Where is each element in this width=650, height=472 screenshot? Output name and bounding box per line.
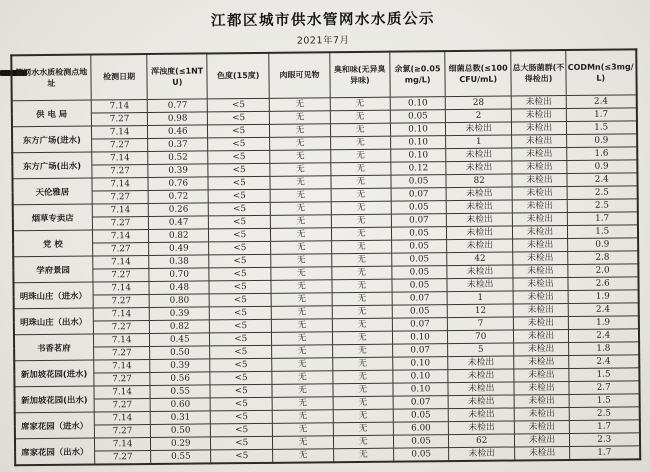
cell-codmn: 2.5 — [569, 407, 639, 421]
location-cell: 书香茗府 — [13, 334, 93, 361]
cell-total-coliform: 未检出 — [514, 420, 569, 434]
cell-codmn: 1.7 — [566, 108, 636, 122]
cell-turbidity: 0.72 — [148, 190, 208, 204]
header-total-coliform: 总大肠菌群(不得检出) — [511, 50, 566, 96]
cell-turbidity: 0.98 — [148, 112, 208, 126]
cell-residual-chlorine: 0.05 — [392, 266, 448, 280]
cell-residual-chlorine: 0.07 — [391, 188, 447, 202]
cell-odor-taste: 无 — [332, 318, 392, 332]
cell-residual-chlorine: 0.05 — [391, 240, 447, 254]
cell-odor-taste: 无 — [333, 370, 393, 384]
cell-date: 7.27 — [92, 191, 148, 205]
cell-chroma: <5 — [211, 449, 273, 463]
cell-odor-taste: 无 — [331, 188, 391, 202]
cell-date: 7.27 — [91, 113, 147, 127]
cell-turbidity: 0.45 — [150, 333, 210, 347]
cell-date: 7.14 — [93, 256, 149, 270]
location-cell: 席家花园（进水） — [14, 412, 94, 439]
cell-chroma: <5 — [210, 371, 272, 385]
cell-visible-matter: 无 — [272, 358, 333, 372]
cell-total-coliform: 未检出 — [512, 147, 567, 161]
cell-codmn: 2.4 — [568, 329, 638, 343]
cell-turbidity: 0.60 — [150, 398, 210, 412]
cell-chroma: <5 — [208, 124, 270, 138]
cell-bacteria-count: 未检出 — [446, 161, 512, 175]
cell-codmn: 2.4 — [568, 303, 638, 317]
cell-visible-matter: 无 — [271, 241, 332, 255]
cell-visible-matter: 无 — [269, 98, 330, 112]
cell-codmn: 1.5 — [569, 394, 639, 408]
location-cell: 新加坡花园(出水) — [14, 386, 94, 413]
cell-bacteria-count: 未检出 — [446, 122, 512, 136]
cell-turbidity: 0.55 — [150, 385, 210, 399]
cell-bacteria-count: 未检出 — [448, 369, 514, 383]
cell-visible-matter: 无 — [270, 189, 331, 203]
cell-residual-chlorine: 0.10 — [392, 357, 448, 371]
cell-visible-matter: 无 — [270, 215, 331, 229]
table-header-row — [11, 49, 636, 100]
cell-visible-matter: 无 — [272, 410, 333, 424]
cell-date: 7.14 — [93, 308, 149, 322]
cell-total-coliform: 未检出 — [511, 121, 566, 135]
cell-turbidity: 0.39 — [148, 164, 208, 178]
location-cell: 烟草专卖店 — [12, 204, 92, 231]
cell-chroma: <5 — [209, 280, 271, 294]
cell-bacteria-count: 62 — [449, 434, 515, 448]
cell-odor-taste: 无 — [331, 227, 391, 241]
cell-codmn: 2.6 — [568, 277, 638, 291]
cell-codmn: 2.4 — [566, 95, 636, 109]
cell-date: 7.14 — [94, 437, 150, 451]
cell-turbidity: 0.77 — [147, 99, 207, 113]
cell-total-coliform: 未检出 — [513, 290, 568, 304]
cell-visible-matter: 无 — [270, 150, 331, 164]
cell-odor-taste: 无 — [333, 383, 393, 397]
cell-chroma: <5 — [210, 397, 272, 411]
cell-bacteria-count: 未检出 — [448, 395, 514, 409]
cell-chroma: <5 — [210, 410, 272, 424]
cell-date: 7.27 — [94, 372, 150, 386]
cell-date: 7.27 — [94, 346, 150, 360]
cell-codmn: 2.7 — [569, 381, 639, 395]
cell-turbidity: 0.31 — [150, 411, 210, 425]
header-codmn: CODMn(≤3mg/L) — [566, 49, 636, 95]
cell-bacteria-count: 2 — [446, 109, 512, 123]
cell-bacteria-count: 未检出 — [449, 408, 515, 422]
report-month: 2021年7月 — [296, 35, 350, 47]
cell-residual-chlorine: 0.05 — [393, 409, 449, 423]
cell-visible-matter: 无 — [271, 306, 332, 320]
cell-date: 7.27 — [93, 320, 149, 334]
cell-turbidity: 0.55 — [151, 450, 211, 464]
cell-bacteria-count: 42 — [447, 252, 513, 266]
cell-total-coliform: 未检出 — [513, 329, 568, 343]
cell-residual-chlorine: 0.10 — [390, 97, 446, 111]
cell-total-coliform: 未检出 — [512, 134, 567, 148]
cell-chroma: <5 — [209, 228, 271, 242]
cell-codmn: 2.5 — [567, 186, 637, 200]
cell-bacteria-count: 未检出 — [449, 447, 515, 461]
cell-bacteria-count: 12 — [448, 304, 514, 318]
cell-chroma: <5 — [208, 111, 270, 125]
cell-turbidity: 0.37 — [148, 138, 208, 152]
cell-codmn: 1.7 — [570, 446, 640, 460]
cell-chroma: <5 — [211, 423, 273, 437]
cell-date: 7.27 — [92, 165, 148, 179]
header-visible-matter: 肉眼可见物 — [269, 52, 330, 98]
cell-date: 7.14 — [91, 100, 147, 114]
cell-chroma: <5 — [210, 384, 272, 398]
cell-visible-matter: 无 — [269, 111, 330, 125]
cell-visible-matter: 无 — [271, 254, 332, 268]
cell-turbidity: 0.80 — [149, 294, 209, 308]
cell-residual-chlorine: 0.05 — [391, 253, 447, 267]
cell-date: 7.27 — [92, 139, 148, 153]
cell-residual-chlorine: 0.07 — [392, 344, 448, 358]
cell-residual-chlorine: 0.10 — [393, 370, 449, 384]
cell-turbidity: 0.49 — [149, 242, 209, 256]
cell-date: 7.27 — [94, 398, 150, 412]
cell-codmn: 1.5 — [566, 121, 636, 135]
location-cell: 党 校 — [12, 230, 92, 257]
cell-chroma: <5 — [208, 189, 270, 203]
cell-visible-matter: 无 — [270, 202, 331, 216]
cell-date: 7.14 — [92, 204, 148, 218]
cell-date: 7.27 — [92, 217, 148, 231]
cell-odor-taste: 无 — [330, 110, 390, 124]
cell-odor-taste: 无 — [333, 448, 393, 462]
cell-total-coliform: 未检出 — [514, 381, 569, 395]
location-cell: 席家花园（出水） — [14, 438, 94, 465]
cell-chroma: <5 — [209, 254, 271, 268]
water-quality-table — [10, 48, 641, 466]
cell-date: 7.27 — [95, 450, 151, 464]
cell-total-coliform: 未检出 — [514, 355, 569, 369]
cell-odor-taste: 无 — [330, 97, 390, 111]
cell-bacteria-count: 未检出 — [446, 148, 512, 162]
cell-total-coliform: 未检出 — [514, 433, 569, 447]
cell-turbidity: 0.39 — [149, 307, 209, 321]
location-cell: 明珠山庄（进水） — [13, 282, 93, 309]
header-odor-taste: 臭和味(无异臭异味) — [330, 52, 390, 98]
cell-chroma: <5 — [210, 358, 272, 372]
cell-codmn: 0.9 — [567, 160, 637, 174]
cell-chroma: <5 — [209, 241, 271, 255]
cell-odor-taste: 无 — [332, 357, 392, 371]
cell-total-coliform: 未检出 — [513, 264, 568, 278]
cell-turbidity: 0.76 — [148, 177, 208, 191]
cell-odor-taste: 无 — [331, 175, 391, 189]
cell-visible-matter: 无 — [270, 163, 331, 177]
cell-codmn: 2.3 — [569, 433, 639, 447]
cell-codmn: 1.5 — [569, 368, 639, 382]
cell-total-coliform: 未检出 — [512, 173, 567, 187]
cell-visible-matter: 无 — [272, 371, 333, 385]
cell-date: 7.14 — [94, 385, 150, 399]
table-body — [11, 95, 639, 465]
cell-chroma: <5 — [209, 293, 271, 307]
cell-total-coliform: 未检出 — [514, 394, 569, 408]
cell-bacteria-count: 7 — [448, 317, 514, 331]
cell-odor-taste: 无 — [331, 162, 391, 176]
cell-total-coliform: 未检出 — [515, 446, 570, 460]
header-turbidity: 浑浊度(≤1NTU) — [147, 53, 207, 99]
cell-turbidity: 0.50 — [150, 346, 210, 360]
cell-residual-chlorine: 0.07 — [392, 292, 448, 306]
cell-turbidity: 0.47 — [149, 216, 209, 230]
cell-chroma: <5 — [208, 202, 270, 216]
cell-bacteria-count: 未检出 — [447, 278, 513, 292]
cell-turbidity: 0.46 — [148, 125, 208, 139]
cell-residual-chlorine: 0.10 — [390, 149, 446, 163]
cell-date: 7.14 — [92, 152, 148, 166]
cell-total-coliform: 未检出 — [512, 199, 567, 213]
cell-date: 7.14 — [94, 359, 150, 373]
cell-residual-chlorine: 0.10 — [390, 123, 446, 137]
cell-residual-chlorine: 0.10 — [392, 331, 448, 345]
location-cell: 明珠山庄（出水） — [13, 308, 93, 335]
cell-date: 7.14 — [93, 333, 149, 347]
cell-bacteria-count: 未检出 — [446, 187, 512, 201]
cell-visible-matter: 无 — [272, 423, 333, 437]
cell-bacteria-count: 28 — [446, 96, 512, 110]
cell-odor-taste: 无 — [333, 422, 393, 436]
cell-date: 7.27 — [93, 243, 149, 257]
cell-visible-matter: 无 — [272, 345, 333, 359]
location-cell: 学府景园 — [13, 256, 93, 283]
cell-codmn: 0.9 — [567, 134, 637, 148]
cell-visible-matter: 无 — [272, 332, 333, 346]
cell-chroma: <5 — [208, 176, 270, 190]
cell-odor-taste: 无 — [333, 396, 393, 410]
cell-residual-chlorine: 0.05 — [392, 279, 448, 293]
cell-total-coliform: 未检出 — [514, 368, 569, 382]
cell-total-coliform: 未检出 — [513, 316, 568, 330]
location-cell: 天伦雅居 — [12, 178, 92, 205]
cell-chroma: <5 — [208, 150, 270, 164]
cell-residual-chlorine: 0.12 — [391, 162, 447, 176]
cell-turbidity: 0.50 — [151, 424, 211, 438]
cell-chroma: <5 — [209, 306, 271, 320]
cell-turbidity: 0.82 — [150, 320, 210, 334]
cell-codmn: 1.9 — [568, 290, 638, 304]
cell-residual-chlorine: 0.05 — [390, 110, 446, 124]
cell-odor-taste: 无 — [330, 149, 390, 163]
cell-residual-chlorine: 0.05 — [392, 305, 448, 319]
header-bacteria-count: 细菌总数(≤100CFU/mL) — [445, 51, 511, 97]
cell-total-coliform: 未检出 — [513, 303, 568, 317]
cell-bacteria-count: 未检出 — [448, 356, 514, 370]
cell-odor-taste: 无 — [332, 266, 392, 280]
cell-visible-matter: 无 — [270, 137, 331, 151]
cell-total-coliform: 未检出 — [513, 251, 568, 265]
cell-total-coliform: 未检出 — [511, 95, 566, 109]
cell-residual-chlorine: 0.05 — [393, 448, 449, 462]
cell-chroma: <5 — [208, 163, 270, 177]
cell-chroma: <5 — [210, 332, 272, 346]
cell-codmn: 1.7 — [569, 420, 639, 434]
cell-total-coliform: 未检出 — [514, 342, 569, 356]
cell-total-coliform: 未检出 — [511, 108, 566, 122]
cell-turbidity: 0.38 — [149, 255, 209, 269]
cell-chroma: <5 — [209, 267, 271, 281]
cell-turbidity: 0.70 — [149, 268, 209, 282]
cell-chroma: <5 — [210, 345, 272, 359]
cell-chroma: <5 — [209, 215, 271, 229]
cell-chroma: <5 — [207, 98, 269, 112]
cell-chroma: <5 — [211, 436, 273, 450]
cell-visible-matter: 无 — [271, 319, 332, 333]
cell-visible-matter: 无 — [271, 293, 332, 307]
cell-odor-taste: 无 — [332, 344, 392, 358]
cell-bacteria-count: 1 — [446, 135, 512, 149]
cell-codmn: 1.9 — [568, 316, 638, 330]
cell-residual-chlorine: 0.05 — [393, 435, 449, 449]
cell-bacteria-count: 未检出 — [447, 239, 513, 253]
cell-visible-matter: 无 — [273, 436, 334, 450]
cell-total-coliform: 未检出 — [512, 225, 567, 239]
location-cell: 供 电 局 — [11, 100, 91, 127]
location-cell: 东方广场(出水) — [12, 152, 92, 179]
cell-odor-taste: 无 — [333, 435, 393, 449]
cell-turbidity: 0.82 — [149, 229, 209, 243]
cell-bacteria-count: 70 — [448, 330, 514, 344]
cell-bacteria-count: 未检出 — [449, 421, 515, 435]
cell-visible-matter: 无 — [271, 267, 332, 281]
header-date: 检测日期 — [91, 54, 148, 100]
cell-residual-chlorine: 0.05 — [391, 201, 447, 215]
cell-date: 7.27 — [94, 424, 150, 438]
cell-visible-matter: 无 — [272, 397, 333, 411]
cell-codmn: 0.9 — [568, 238, 638, 252]
cell-bacteria-count: 未检出 — [447, 200, 513, 214]
page-title: 江都区城市供水管网水水质公示 — [210, 11, 436, 30]
cell-visible-matter: 无 — [271, 228, 332, 242]
cell-total-coliform: 未检出 — [513, 238, 568, 252]
cell-odor-taste: 无 — [331, 201, 391, 215]
cell-residual-chlorine: 0.10 — [393, 383, 449, 397]
cell-turbidity: 0.26 — [148, 203, 208, 217]
location-cell: 东方广场(进水) — [11, 126, 91, 153]
cell-codmn: 2.5 — [567, 199, 637, 213]
header-residual-chlorine: 余氯(≥0.05mg/L) — [390, 51, 446, 97]
cell-odor-taste: 无 — [332, 292, 392, 306]
cell-residual-chlorine: 0.07 — [391, 214, 447, 228]
cell-visible-matter: 无 — [271, 280, 332, 294]
cell-bacteria-count: 未检出 — [447, 265, 513, 279]
cell-odor-taste: 无 — [331, 253, 391, 267]
cell-codmn: 2.8 — [568, 251, 638, 265]
cell-odor-taste: 无 — [332, 305, 392, 319]
cell-turbidity: 0.48 — [149, 281, 209, 295]
cell-date: 7.14 — [92, 230, 148, 244]
cell-date: 7.27 — [93, 295, 149, 309]
cell-date: 7.14 — [91, 126, 147, 140]
cell-residual-chlorine: 0.10 — [390, 136, 446, 150]
cell-odor-taste: 无 — [332, 331, 392, 345]
header-location: 管网水水质检测点地址 — [11, 55, 91, 101]
cell-codmn: 1.6 — [567, 147, 637, 161]
cell-odor-taste: 无 — [330, 136, 390, 150]
header-chroma: 色度(15度) — [207, 53, 269, 99]
cell-total-coliform: 未检出 — [513, 277, 568, 291]
cell-turbidity: 0.56 — [150, 372, 210, 386]
cell-total-coliform: 未检出 — [514, 407, 569, 421]
cell-codmn: 2.4 — [567, 173, 637, 187]
cell-odor-taste: 无 — [331, 214, 391, 228]
cell-total-coliform: 未检出 — [512, 212, 567, 226]
cell-codmn: 1.7 — [567, 212, 637, 226]
location-cell: 新加坡花园(进水) — [14, 360, 94, 387]
cell-date: 7.27 — [93, 269, 149, 283]
cell-visible-matter: 无 — [273, 449, 334, 463]
cell-visible-matter: 无 — [270, 176, 331, 190]
cell-codmn: 1.8 — [569, 342, 639, 356]
cell-residual-chlorine: 0.07 — [393, 396, 449, 410]
cell-visible-matter: 无 — [270, 124, 331, 138]
cell-chroma: <5 — [208, 137, 270, 151]
cell-total-coliform: 未检出 — [512, 160, 567, 174]
cell-date: 7.14 — [94, 411, 150, 425]
cell-date: 7.14 — [93, 282, 149, 296]
cell-odor-taste: 无 — [332, 279, 392, 293]
cell-total-coliform: 未检出 — [512, 186, 567, 200]
cell-residual-chlorine: 0.05 — [391, 227, 447, 241]
cell-codmn: 2.4 — [569, 355, 639, 369]
cell-bacteria-count: 未检出 — [448, 382, 514, 396]
cell-residual-chlorine: 0.05 — [391, 175, 447, 189]
cell-turbidity: 0.52 — [148, 151, 208, 165]
cell-date: 7.14 — [92, 178, 148, 192]
cell-codmn: 2.0 — [568, 264, 638, 278]
cell-residual-chlorine: 6.00 — [393, 422, 449, 436]
cell-bacteria-count: 1 — [447, 291, 513, 305]
cell-turbidity: 0.39 — [150, 359, 210, 373]
cell-bacteria-count: 5 — [448, 343, 514, 357]
cell-odor-taste: 无 — [331, 240, 391, 254]
cell-odor-taste: 无 — [330, 123, 390, 137]
cell-residual-chlorine: 0.07 — [392, 318, 448, 332]
cell-codmn: 1.5 — [567, 225, 637, 239]
cell-bacteria-count: 未检出 — [447, 213, 513, 227]
cell-bacteria-count: 82 — [446, 174, 512, 188]
cell-bacteria-count: 未检出 — [447, 226, 513, 240]
cell-visible-matter: 无 — [272, 384, 333, 398]
cell-chroma: <5 — [210, 319, 272, 333]
cell-turbidity: 0.29 — [151, 437, 211, 451]
cell-odor-taste: 无 — [333, 409, 393, 423]
